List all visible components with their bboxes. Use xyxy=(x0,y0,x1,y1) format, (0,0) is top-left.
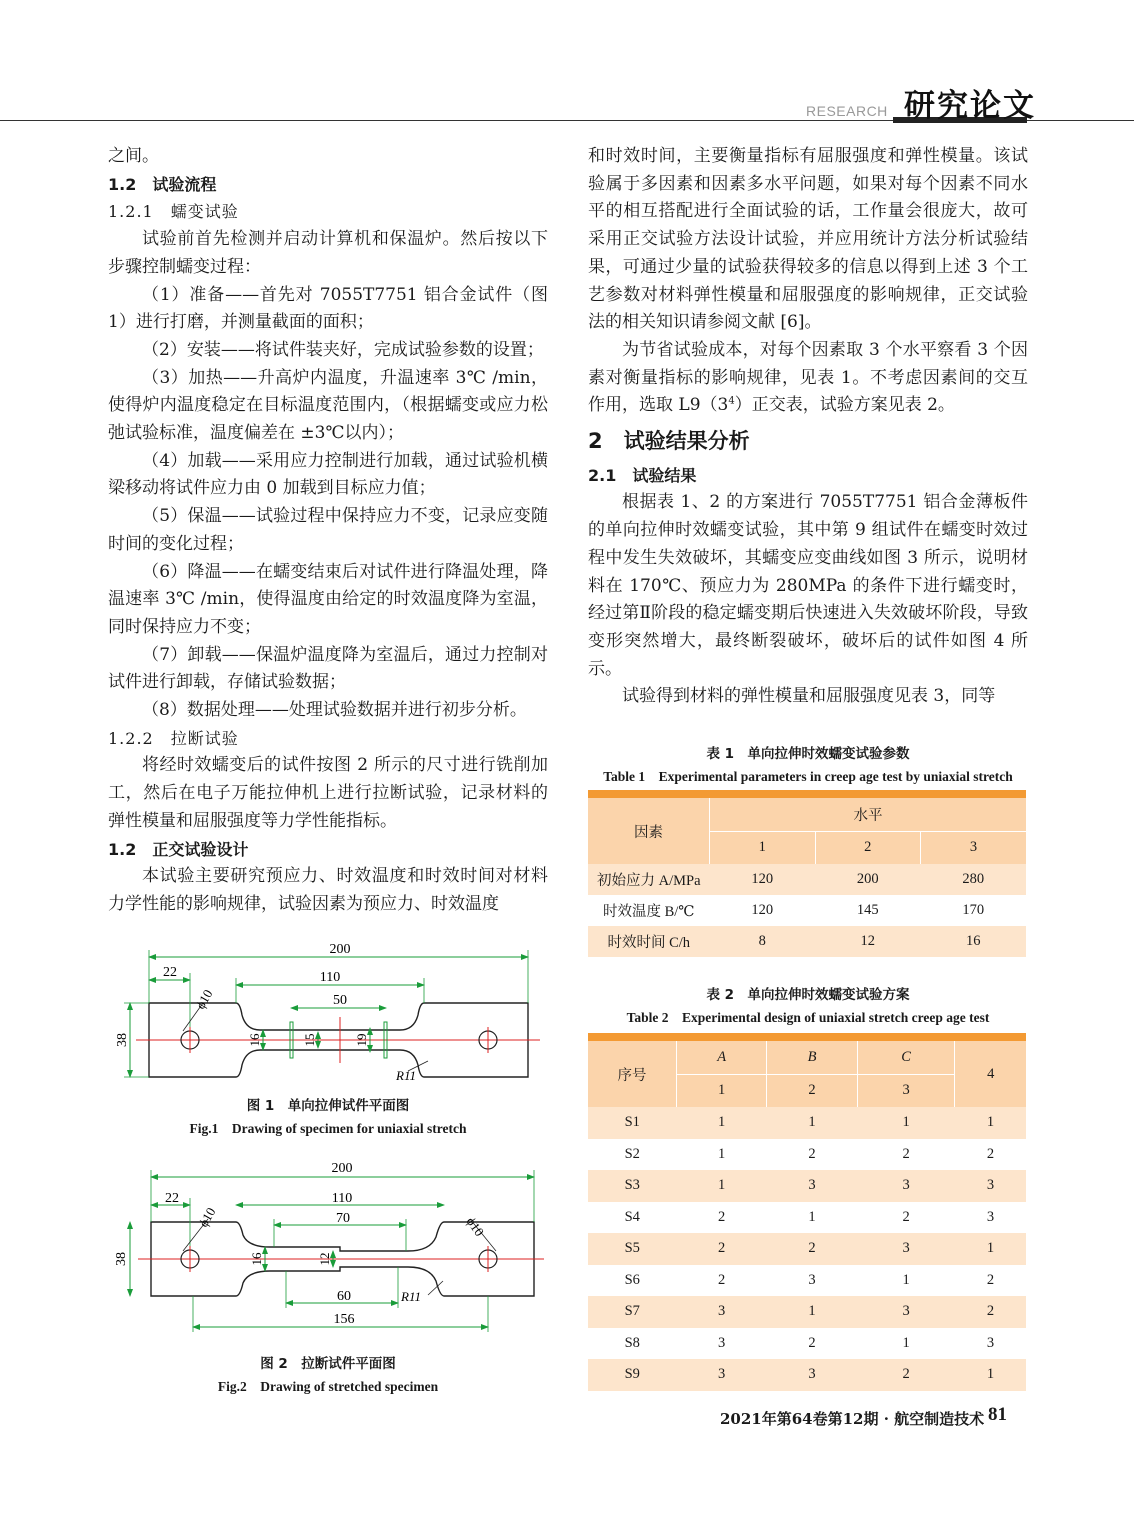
section-label-cn: 研究论文 xyxy=(904,88,1036,124)
table-cell: 3 xyxy=(767,1170,857,1202)
table-cell: 1 xyxy=(677,1107,767,1139)
table-cell: 2 xyxy=(955,1296,1026,1328)
paragraph: 本试验主要研究预应力、时效温度和时效时间对材料力学性能的影响规律，试验因素为预应力、时效温度 xyxy=(108,866,548,914)
table-cell: 1 xyxy=(767,1296,857,1328)
fig1-caption-cn: 图 1 单向拉伸试件平面图 xyxy=(246,1098,410,1114)
table-cell: 280 xyxy=(921,864,1027,895)
table-cell: 1 xyxy=(857,1107,955,1139)
table-header: B xyxy=(767,1041,857,1074)
table-cell: 3 xyxy=(767,1265,857,1297)
text-run: 为节省试验成本，对每个因素取 3 个水平察看 3 个因素对衡量指标的影响规律，见表 1。不考虑因素间的交互作用，选取 L9（3 xyxy=(588,339,1028,416)
dim-hole: ϕ10 xyxy=(195,1204,219,1230)
table-cell: 1 xyxy=(677,1170,767,1202)
table2-caption-cn: 表 2 单向拉伸时效蠕变试验方案 xyxy=(706,987,910,1003)
right-column xyxy=(588,143,1028,711)
table-row xyxy=(588,1328,1026,1360)
dim-grip: 22 xyxy=(165,1191,179,1206)
text-run: ）正交表，试验方案见表 2。 xyxy=(734,395,955,416)
table-header: 3 xyxy=(857,1074,955,1107)
table-cell: 120 xyxy=(710,895,816,926)
table-row xyxy=(588,895,1026,926)
dim-mid: 110 xyxy=(331,1191,353,1206)
table-cell: 3 xyxy=(955,1170,1026,1202)
table-cell: 12 xyxy=(815,926,921,957)
table-row xyxy=(588,1233,1026,1265)
table1-top-bar xyxy=(588,790,1026,798)
table-cell: 1 xyxy=(955,1107,1026,1139)
dim-width: 38 xyxy=(115,1033,130,1047)
table-cell: 时效温度 B/℃ xyxy=(588,895,710,926)
figure-2-drawing xyxy=(108,1155,548,1340)
dim-w16: 16 xyxy=(247,1033,262,1047)
table-cell: 3 xyxy=(677,1296,767,1328)
table-row xyxy=(588,1202,1026,1234)
list-item: （2）安装——将试件装夹好，完成试验参数的设置； xyxy=(142,339,544,360)
table-header: C xyxy=(857,1041,955,1074)
table-cell: S6 xyxy=(588,1265,677,1297)
figure-1-drawing xyxy=(108,935,548,1085)
table-cell: 1 xyxy=(955,1233,1026,1265)
table-header: 1 xyxy=(677,1074,767,1107)
table-header: 2 xyxy=(815,831,921,864)
dim-w12: 12 xyxy=(317,1252,332,1266)
fig2-caption-cn: 图 2 拉断试件平面图 xyxy=(260,1356,396,1372)
table1 xyxy=(588,798,1026,957)
dim-total: 200 xyxy=(329,942,351,957)
list-item: （1）准备——首先对 7055T7751 铝合金试件（图 1）进行打磨，并测量截面的面积； xyxy=(108,284,548,333)
dim-total: 200 xyxy=(331,1161,353,1176)
table-cell: 3 xyxy=(767,1359,857,1391)
table-cell: 200 xyxy=(815,864,921,895)
table-header: 因素 xyxy=(588,798,710,864)
list-item: （7）卸载——保温炉温度降为室温后，通过力控制对试件进行卸载，存储试验数据； xyxy=(108,644,548,693)
table-row xyxy=(588,1170,1026,1202)
table-cell: 3 xyxy=(857,1233,955,1265)
list-item: （6）降温——在蠕变结束后对试件进行降温处理，降温速率 3℃ /min，使得温度由给定的时效温度降为室温，同时保持应力不变； xyxy=(108,561,548,637)
journal-footer: 2021年第64卷第12期 · 航空制造技术 xyxy=(720,1410,985,1428)
fig2-caption-en: Fig.2 Drawing of stretched specimen xyxy=(217,1379,439,1394)
table2-top-bar xyxy=(588,1033,1026,1041)
list-item: （8）数据处理——处理试验数据并进行初步分析。 xyxy=(142,700,527,721)
table-cell: S9 xyxy=(588,1359,677,1391)
paragraph: 之间。 xyxy=(108,146,159,166)
table-row xyxy=(588,1296,1026,1328)
table-cell: 1 xyxy=(767,1202,857,1234)
table-cell: S1 xyxy=(588,1107,677,1139)
table-cell: S2 xyxy=(588,1139,677,1171)
table-cell: 1 xyxy=(857,1265,955,1297)
fig1-caption-en: Fig.1 Drawing of specimen for uniaxial stretch xyxy=(189,1121,467,1136)
table-cell: 120 xyxy=(710,864,816,895)
dim-radius: R11 xyxy=(401,1289,421,1304)
table-cell: 1 xyxy=(677,1139,767,1171)
paragraph: 将经时效蠕变后的试件按图 2 所示的尺寸进行铣削加工，然后在电子万能拉伸机上进行拉断试验，记录材料的弹性模量和屈服强度等力学性能指标。 xyxy=(108,755,548,831)
paragraph: 试验前首先检测并启动计算机和保温炉。然后按以下步骤控制蠕变过程： xyxy=(108,229,548,277)
section-heading: 1.2 正交试验设计 xyxy=(108,839,249,859)
table-cell: 2 xyxy=(767,1328,857,1360)
dim-len156: 156 xyxy=(333,1312,355,1327)
dim-grip: 22 xyxy=(163,965,177,980)
dim-gauge: 50 xyxy=(333,993,347,1008)
section-heading: 2 试验结果分析 xyxy=(588,429,750,454)
left-column xyxy=(108,143,548,919)
table-row xyxy=(588,864,1026,895)
paragraph xyxy=(588,337,1028,420)
paragraph: 根据表 1、2 的方案进行 7055T7751 铝合金薄板件的单向拉伸时效蠕变试验，其中第 9 组试件在蠕变时效过程中发生失效破坏，其蠕变应变曲线如图 3 所示，说明材料在 170℃、预应力为 280MPa 的条件下进行蠕变时，经过第Ⅱ阶段的稳定蠕变期后快速进入失效破坏阶段，导致变形突然增大，最终断裂破坏，破坏后的试件如图 4 所示。 xyxy=(588,492,1028,679)
subsection-heading: 1.2.1 蠕变试验 xyxy=(108,202,239,222)
list-item: （4）加载——采用应力控制进行加载，通过试验机横梁移动将试件应力由 0 加载到目标应力值； xyxy=(108,450,548,499)
table-cell: 3 xyxy=(857,1170,955,1202)
dim-hole: ϕ10 xyxy=(192,986,216,1012)
dim-gauge: 70 xyxy=(336,1211,350,1226)
table-cell: 3 xyxy=(955,1202,1026,1234)
table-cell: 2 xyxy=(857,1359,955,1391)
table-cell: 2 xyxy=(955,1139,1026,1171)
table-row xyxy=(588,1359,1026,1391)
superscript: 4 xyxy=(728,395,735,407)
section-label-en: RESEARCH xyxy=(806,103,888,119)
table-header: 4 xyxy=(955,1041,1026,1107)
table-cell: S7 xyxy=(588,1296,677,1328)
subsection-heading: 2.1 试验结果 xyxy=(588,465,697,485)
table-cell: 2 xyxy=(677,1233,767,1265)
table-cell: 3 xyxy=(677,1359,767,1391)
dim-radius: R11 xyxy=(396,1068,416,1083)
table-cell: 3 xyxy=(955,1328,1026,1360)
table-header: 1 xyxy=(710,831,816,864)
table-header: 3 xyxy=(921,831,1027,864)
table-cell: 145 xyxy=(815,895,921,926)
table1-caption-cn: 表 1 单向拉伸时效蠕变试验参数 xyxy=(706,746,910,762)
paragraph: 试验得到材料的弹性模量和屈服强度见表 3，同等 xyxy=(622,686,996,707)
table-cell: 2 xyxy=(767,1139,857,1171)
page-number: 81 xyxy=(988,1404,1007,1425)
dim-w19: 19 xyxy=(354,1033,369,1047)
table-header: 序号 xyxy=(588,1041,677,1107)
dim-w16: 16 xyxy=(249,1252,264,1266)
table-cell: S5 xyxy=(588,1233,677,1265)
dim-len60: 60 xyxy=(337,1289,351,1304)
table-cell: 初始应力 A/MPa xyxy=(588,864,710,895)
table-row xyxy=(588,1265,1026,1297)
dim-w15: 15 xyxy=(302,1033,317,1047)
table-cell: S4 xyxy=(588,1202,677,1234)
table-cell: 3 xyxy=(857,1296,955,1328)
table-cell: 1 xyxy=(857,1328,955,1360)
table-row xyxy=(588,1107,1026,1139)
list-item: （5）保温——试验过程中保持应力不变，记录应变随时间的变化过程； xyxy=(108,506,548,554)
table2-caption-en: Table 2 Experimental design of uniaxial stretch creep age test xyxy=(626,1010,990,1025)
dim-width: 38 xyxy=(114,1252,129,1266)
table-cell: 1 xyxy=(767,1107,857,1139)
table-row xyxy=(588,926,1026,957)
dim-mid: 110 xyxy=(319,970,341,985)
table-row xyxy=(588,1139,1026,1171)
table-cell: 2 xyxy=(677,1202,767,1234)
table2 xyxy=(588,1041,1026,1391)
table-cell: 2 xyxy=(677,1265,767,1297)
table-header: 水平 xyxy=(710,798,1027,831)
section-heading: 1.2 试验流程 xyxy=(108,174,217,194)
table-cell: 2 xyxy=(857,1202,955,1234)
table-cell: 16 xyxy=(921,926,1027,957)
table-cell: 1 xyxy=(955,1359,1026,1391)
paragraph: 和时效时间，主要衡量指标有屈服强度和弹性模量。该试验属于多因素和因素多水平问题，如果对每个因素不同水平的相互搭配进行全面试验的话，工作量会很庞大，故可采用正交试验方法设计试验，并应用统计方法分析试验结果，可通过少量的试验获得较多的信息以得到上述 3 个工艺参数对材料弹性模量和屈服强度的影响规律，正交试验法的相关知识请参阅文献 [6]。 xyxy=(588,146,1028,333)
table-cell: 3 xyxy=(677,1328,767,1360)
subsection-heading: 1.2.2 拉断试验 xyxy=(108,728,239,748)
table-cell: S3 xyxy=(588,1170,677,1202)
list-item: （3）加热——升高炉内温度，升温速率 3℃ /min，使得炉内温度稳定在目标温度范围内，（根据蠕变或应力松弛试验标准，温度偏差在 ±3℃以内）； xyxy=(108,367,548,444)
table-cell: S8 xyxy=(588,1328,677,1360)
table-cell: 2 xyxy=(767,1233,857,1265)
table-cell: 2 xyxy=(857,1139,955,1171)
table-cell: 2 xyxy=(955,1265,1026,1297)
table-cell: 170 xyxy=(921,895,1027,926)
dim-hole-right: ϕ10 xyxy=(463,1214,488,1239)
table1-caption-en: Table 1 Experimental parameters in creep age test by uniaxial stretch xyxy=(603,769,1013,784)
table-header: A xyxy=(677,1041,767,1074)
table-cell: 8 xyxy=(710,926,816,957)
table-cell: 时效时间 C/h xyxy=(588,926,710,957)
table-header: 2 xyxy=(767,1074,857,1107)
